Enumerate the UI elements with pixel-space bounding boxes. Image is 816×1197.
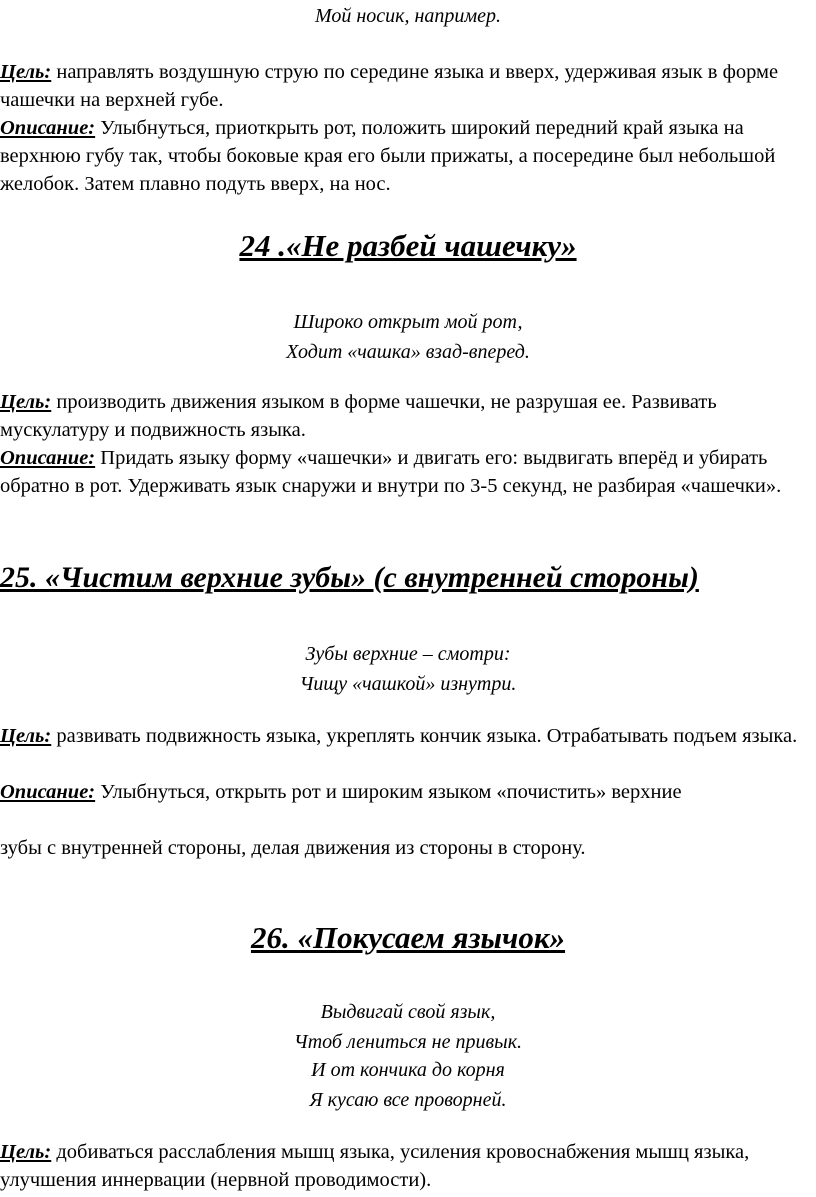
description-label: Описание: bbox=[0, 447, 96, 469]
goal-paragraph bbox=[0, 388, 810, 444]
exercise-title: 24 .«Не разбей чашечку» bbox=[239, 228, 577, 263]
goal-paragraph bbox=[0, 1138, 810, 1194]
poem-line: Зубы верхние – смотри: bbox=[305, 643, 511, 665]
description-paragraph bbox=[0, 444, 810, 500]
poem-line: Ходит «чашка» взад-вперед. bbox=[286, 341, 530, 363]
goal-text: добиваться расслабления мышц языка, усиления кровоснабжения мышц языка, улучшения иннервации (нервной проводимости). bbox=[0, 1141, 750, 1191]
goal-label: Цель: bbox=[0, 1141, 52, 1163]
goal-label: Цель: bbox=[0, 725, 52, 747]
poem-line: Чищу «чашкой» изнутри. bbox=[299, 673, 517, 695]
description-label: Описание: bbox=[0, 117, 96, 139]
goal-label: Цель: bbox=[0, 61, 52, 83]
goal-label: Цель: bbox=[0, 391, 52, 413]
description-paragraph bbox=[0, 778, 810, 806]
description-label: Описание: bbox=[0, 781, 96, 803]
poem-line: Мой носик, например. bbox=[314, 5, 502, 27]
poem-line: Выдвигай свой язык, bbox=[320, 1001, 496, 1023]
poem-line: Я кусаю все проворней. bbox=[309, 1089, 507, 1111]
goal-paragraph bbox=[0, 58, 810, 114]
goal-text: направлять воздушную струю по середине языка и вверх, удерживая язык в форме чашечки на верхней губе. bbox=[0, 61, 779, 111]
poem-line: Широко открыт мой рот, bbox=[293, 311, 523, 333]
description-text: Придать языку форму «чашечки» и двигать его: выдвигать вперёд и убирать обратно в рот. Удерживать язык снаружи и внутри по 3-5 секунд, не разбирая «чашечки». bbox=[0, 447, 782, 497]
description-paragraph bbox=[0, 114, 810, 198]
description-text: Улыбнуться, открыть рот и широким языком «почистить» верхние bbox=[95, 781, 682, 803]
exercise-title: 25. «Чистим верхние зубы» (с внутренней стороны) bbox=[0, 561, 699, 594]
exercise-title: 26. «Покусаем язычок» bbox=[250, 920, 566, 955]
goal-text: развивать подвижность языка, укреплять кончик языка. Отрабатывать подъем языка. bbox=[51, 725, 798, 747]
goal-paragraph bbox=[0, 722, 810, 750]
description-continuation: зубы с внутренней стороны, делая движения из стороны в сторону. bbox=[0, 837, 586, 859]
poem-line: И от кончика до корня bbox=[311, 1059, 505, 1081]
description-text: Улыбнуться, приоткрыть рот, положить широкий передний край языка на верхнюю губу так, чтобы боковые края его были прижаты, а посередине был небольшой желобок. Затем плавно подуть вверх, на нос. bbox=[0, 117, 776, 195]
goal-text: производить движения языком в форме чашечки, не разрушая ее. Развивать мускулатуру и подвижность языка. bbox=[0, 391, 717, 441]
poem-line: Чтоб лениться не привык. bbox=[293, 1031, 523, 1053]
